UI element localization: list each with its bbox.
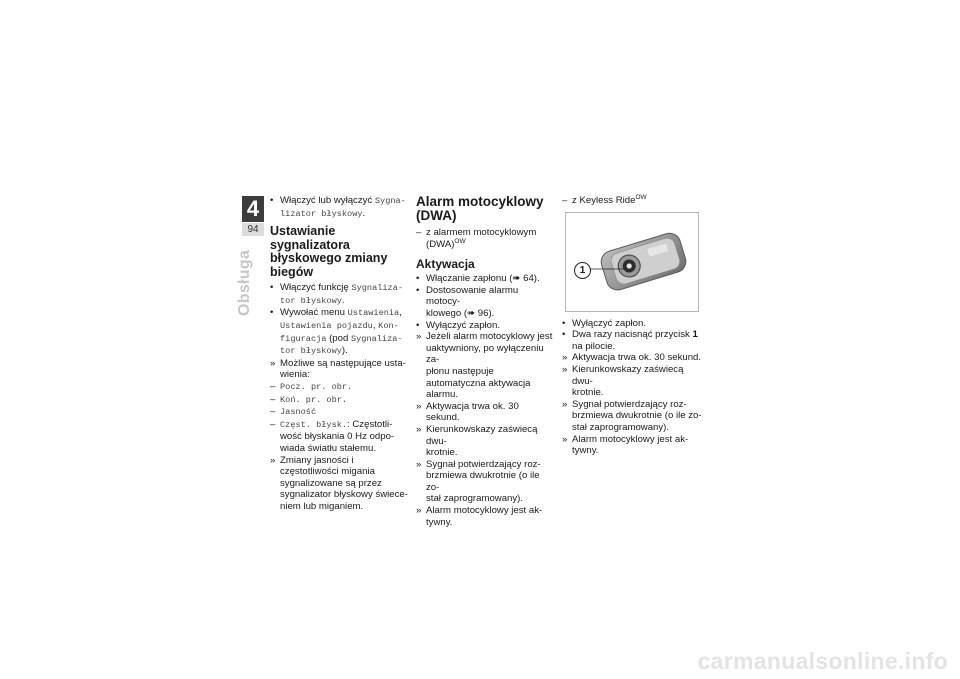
list-item: • Włączyć lub wyłączyć Sygna- lizator błyskowy. bbox=[270, 195, 406, 219]
list-item: » Kierunkowskazy zaświecą dwu- krotnie. bbox=[562, 363, 684, 399]
page-ref-arrow-icon: ➠ bbox=[467, 307, 476, 319]
remote-key-icon bbox=[566, 213, 698, 311]
page-ref-arrow-icon: ➠ bbox=[512, 273, 521, 285]
column-alarm bbox=[416, 195, 554, 528]
watermark: carmanualsonline.info bbox=[697, 648, 948, 674]
option-item: – z alarmem motocyklowym (DWA)$^{OW}$ bbox=[416, 227, 537, 250]
list-item: » Aktywacja trwa ok. 30 sekund. bbox=[562, 352, 702, 364]
list-item: » Jeżeli alarm motocyklowy jest uaktywniony, po wyłączeniu za- płonu następuje automatyczna aktywacja alarmu. bbox=[416, 331, 553, 401]
list-item: » Kierunkowskazy zaświecą dwu- krotnie. bbox=[416, 423, 538, 459]
list-item: • Dostosowanie alarmu motocy- klowego (➠ 96). bbox=[416, 284, 519, 319]
chapter-number: 4 bbox=[242, 196, 264, 222]
keyless-remote-figure bbox=[565, 212, 699, 312]
figure-callout-1: 1 bbox=[574, 262, 591, 279]
section-side-label: Obsługa bbox=[236, 249, 253, 316]
section-title-alarm: Alarm motocyklowy (DWA) bbox=[416, 194, 544, 223]
list-item: » Sygnał potwierdzający roz- brzmiewa dwukrotnie (o ile zo- stał zaprogramowany). bbox=[562, 398, 702, 433]
subheading-activation: Aktywacja bbox=[416, 257, 475, 272]
list-item: » Alarm motocyklowy jest ak- tywny. bbox=[562, 433, 689, 457]
option-item: – Pocz. pr. obr. bbox=[270, 380, 353, 392]
list-item: • Wyłączyć zapłon. bbox=[416, 319, 501, 331]
list-item: » Zmiany jasności i częstotliwości migania sygnalizowane są przez sygnalizator błyskowy świece- niem lub miganiem. bbox=[270, 454, 408, 512]
list-item: » Sygnał potwierdzający roz- brzmiewa dwukrotnie (o ile zo- stał zaprogramowany). bbox=[416, 458, 541, 505]
option-item: – Jasność bbox=[270, 406, 317, 418]
list-item: » Możliwe są następujące usta- wienia: bbox=[270, 357, 406, 381]
list-item: • Dwa razy nacisnąć przycisk 1 na pilocie. bbox=[562, 329, 698, 352]
column-keyless bbox=[562, 195, 702, 457]
list-item: » Alarm motocyklowy jest ak- tywny. bbox=[416, 505, 543, 528]
list-item: • Wywołać menu Ustawienia, Ustawienia pojazdu, Kon- figuracja (pod Sygnaliza- tor błyskowy). bbox=[270, 307, 403, 357]
list-item: » Aktywacja trwa ok. 30 sekund. bbox=[416, 400, 519, 424]
section-heading-shift-light: Ustawianie sygnalizatora błyskowego zmiany biegów bbox=[270, 224, 388, 279]
option-item: – z Keyless Ride$^{OW}$ bbox=[562, 193, 647, 206]
option-item: – Koń. pr. obr. bbox=[270, 393, 348, 405]
page-number: 94 bbox=[242, 223, 264, 236]
list-item: • Wyłączyć zapłon. bbox=[562, 317, 647, 329]
list-item: • Włączyć funkcję Sygnaliza- tor błyskowy. bbox=[270, 282, 404, 306]
column-shift-light bbox=[270, 195, 410, 512]
list-item: • Włączanie zapłonu (➠ 64). bbox=[416, 273, 540, 285]
option-item: – Częst. błysk.: Częstotli- wość błyskania 0 Hz odpo- wiada światłu stałemu. bbox=[270, 418, 395, 454]
